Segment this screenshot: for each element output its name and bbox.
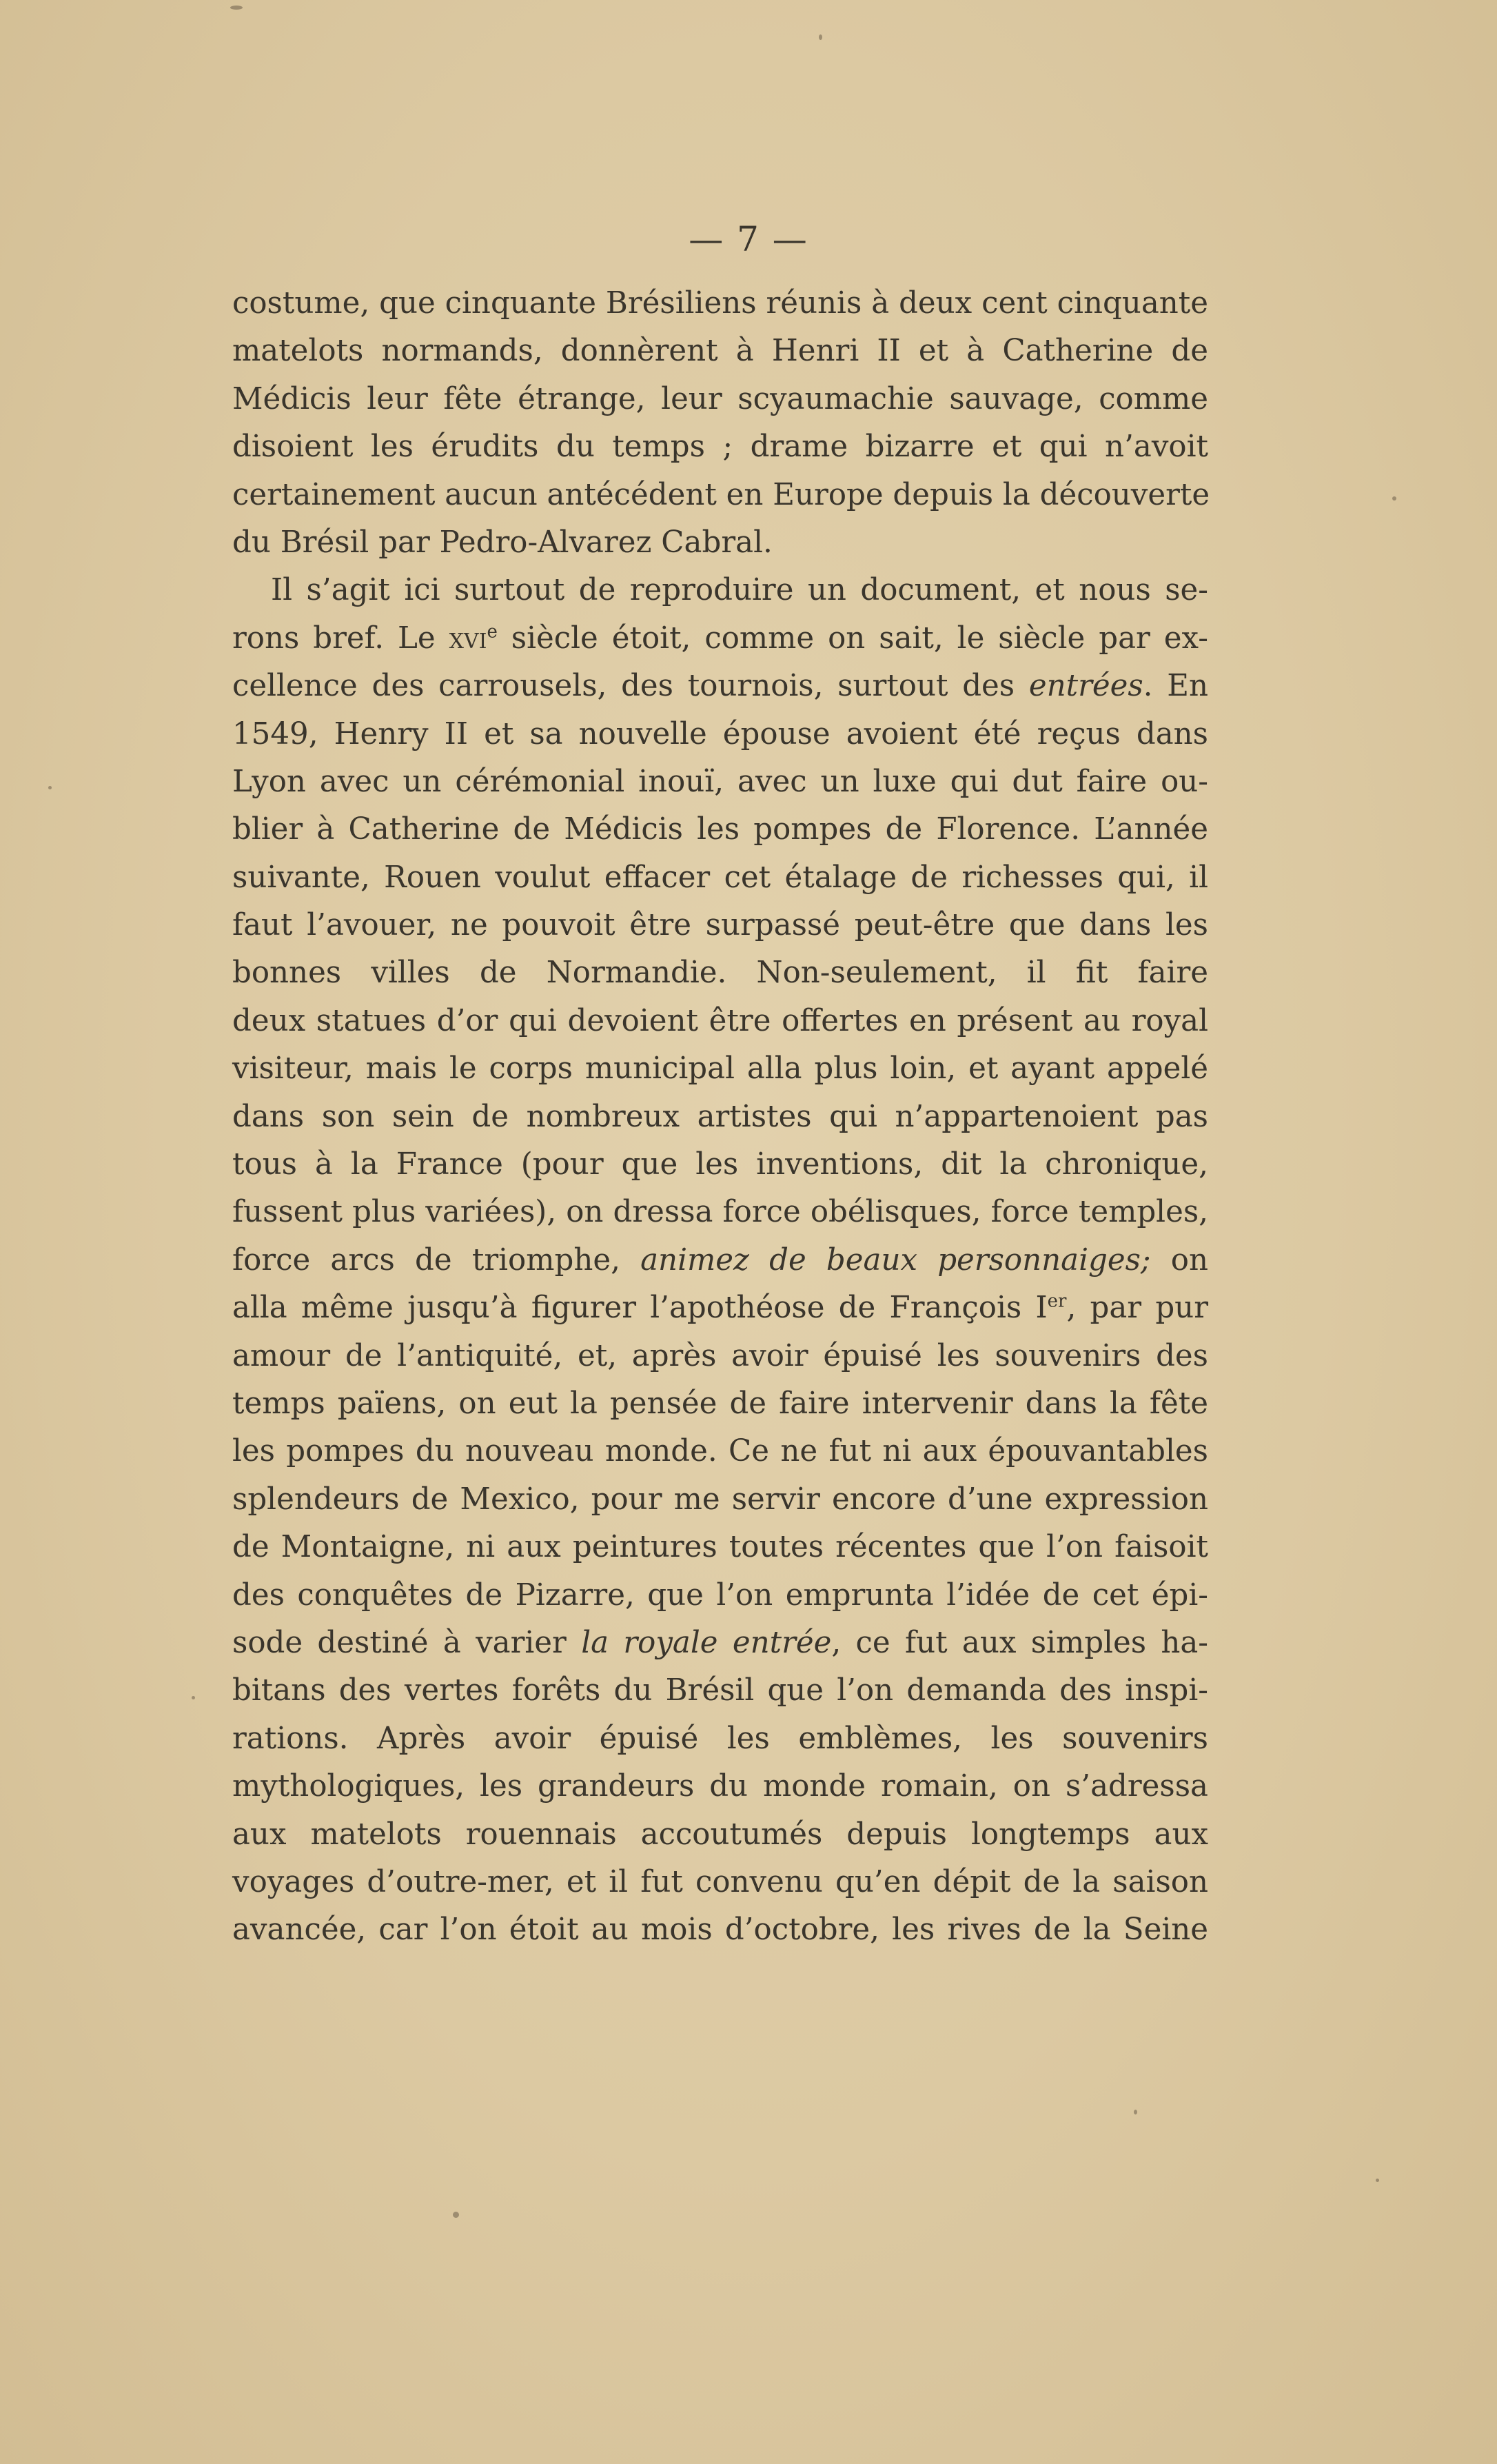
text-line: avancée, car l’on étoit au mois d’octobre, les rives de la Seine bbox=[232, 1912, 1208, 1948]
text-line: rations. Après avoir épuisé les emblèmes, les souvenirs bbox=[232, 1721, 1208, 1756]
text-line: fussent plus variées), on dressa force obélisques, force temples, bbox=[232, 1195, 1208, 1230]
paper-speck bbox=[1134, 2110, 1137, 2114]
text-line: voyages d’outre-mer, et il fut convenu qu’en dépit de la saison bbox=[232, 1864, 1208, 1899]
superscript: e bbox=[487, 621, 498, 643]
text-line: splendeurs de Mexico, pour me servir encore d’une expression bbox=[232, 1482, 1208, 1517]
text-line: blier à Catherine de Médicis les pompes de Florence. L’année bbox=[232, 812, 1208, 847]
paper-speck bbox=[1392, 496, 1396, 501]
text-line: Il s’agit ici surtout de reproduire un document, et nous se- bbox=[271, 573, 1208, 608]
text-line: costume, que cinquante Brésiliens réunis à deux cent cinquante bbox=[232, 286, 1208, 321]
paper-speck bbox=[453, 2212, 459, 2218]
italic-text: animez de beaux personnaiges; bbox=[640, 1242, 1151, 1278]
italic-text: la royale entrée bbox=[581, 1625, 832, 1660]
text-line: suivante, Rouen voulut effacer cet étalage de richesses qui, il bbox=[232, 860, 1208, 895]
italic-text: entrées bbox=[1028, 669, 1143, 704]
text-span: force arcs de triomphe, bbox=[232, 1242, 641, 1278]
text-span: cellence des carrousels, des tournois, surtout des bbox=[232, 669, 1029, 704]
text-line: aux matelots rouennais accoutumés depuis longtemps aux bbox=[232, 1817, 1208, 1852]
text-span: on bbox=[1150, 1242, 1208, 1278]
text-line: amour de l’antiquité, et, après avoir épuisé les souvenirs des bbox=[232, 1338, 1208, 1373]
text-span: siècle étoit, comme on sait, le siècle par ex- bbox=[497, 620, 1208, 656]
body-text bbox=[232, 280, 1208, 1955]
text-line: 1549, Henry II et sa nouvelle épouse avoient été reçus dans bbox=[232, 716, 1208, 751]
text-line: Lyon avec un cérémonial inouï, avec un luxe qui dut faire ou- bbox=[232, 764, 1208, 799]
text-line: faut l’avouer, ne pouvoit être surpassé peut-être que dans les bbox=[232, 908, 1208, 943]
text-line: disoient les érudits du temps ; drame bizarre et qui n’avoit bbox=[232, 430, 1208, 465]
text-span: , par pur bbox=[1066, 1291, 1208, 1326]
text-line: de Montaigne, ni aux peintures toutes récentes que l’on faisoit bbox=[232, 1530, 1208, 1565]
text-line bbox=[232, 1284, 1208, 1332]
text-line bbox=[232, 615, 1208, 663]
paper-speck bbox=[48, 786, 52, 789]
text-line: bonnes villes de Normandie. Non-seulement, il fit faire bbox=[232, 956, 1208, 991]
paper-speck bbox=[192, 1696, 195, 1699]
paper-speck bbox=[819, 34, 822, 40]
text-span: alla même jusqu’à figurer l’apothéose de François I bbox=[232, 1291, 1048, 1326]
page-number: — 7 — bbox=[689, 219, 808, 259]
text-line: visiteur, mais le corps municipal alla plus loin, et ayant appelé bbox=[232, 1051, 1208, 1087]
text-line: les pompes du nouveau monde. Ce ne fut ni aux épouvantables bbox=[232, 1434, 1208, 1469]
text-line: Médicis leur fête étrange, leur scyaumachie sauvage, comme bbox=[232, 381, 1208, 416]
century-numeral: xvi bbox=[449, 620, 487, 656]
text-line: bitans des vertes forêts du Brésil que l’on demanda des inspi- bbox=[232, 1673, 1208, 1708]
text-line: dans son sein de nombreux artistes qui n’appartenoient pas bbox=[232, 1099, 1208, 1134]
text-line: temps païens, on eut la pensée de faire intervenir dans la fête bbox=[232, 1386, 1208, 1421]
text-span: sode destiné à varier bbox=[232, 1625, 582, 1660]
text-line: deux statues d’or qui devoient être offertes en présent au royal bbox=[232, 1003, 1208, 1038]
text-line: mythologiques, les grandeurs du monde romain, on s’adressa bbox=[232, 1769, 1208, 1804]
paper-speck bbox=[1376, 2179, 1379, 2182]
text-span: . En bbox=[1143, 669, 1208, 704]
text-line bbox=[232, 1237, 1208, 1284]
text-line bbox=[232, 663, 1208, 710]
text-line: matelots normands, donnèrent à Henri II et à Catherine de bbox=[232, 334, 1208, 369]
text-line: du Brésil par Pedro-Alvarez Cabral. bbox=[232, 525, 773, 560]
text-line bbox=[232, 1619, 1208, 1667]
text-span: , ce fut aux simples ha- bbox=[831, 1625, 1209, 1660]
text-span: rons bref. Le bbox=[232, 620, 449, 656]
paper-speck bbox=[230, 6, 243, 10]
text-line: des conquêtes de Pizarre, que l’on emprunta l’idée de cet épi- bbox=[232, 1577, 1208, 1613]
text-line: certainement aucun antécédent en Europe depuis la découverte bbox=[232, 477, 1210, 512]
superscript: er bbox=[1047, 1291, 1067, 1312]
text-line: tous à la France (pour que les inventions, dit la chronique, bbox=[232, 1147, 1208, 1182]
